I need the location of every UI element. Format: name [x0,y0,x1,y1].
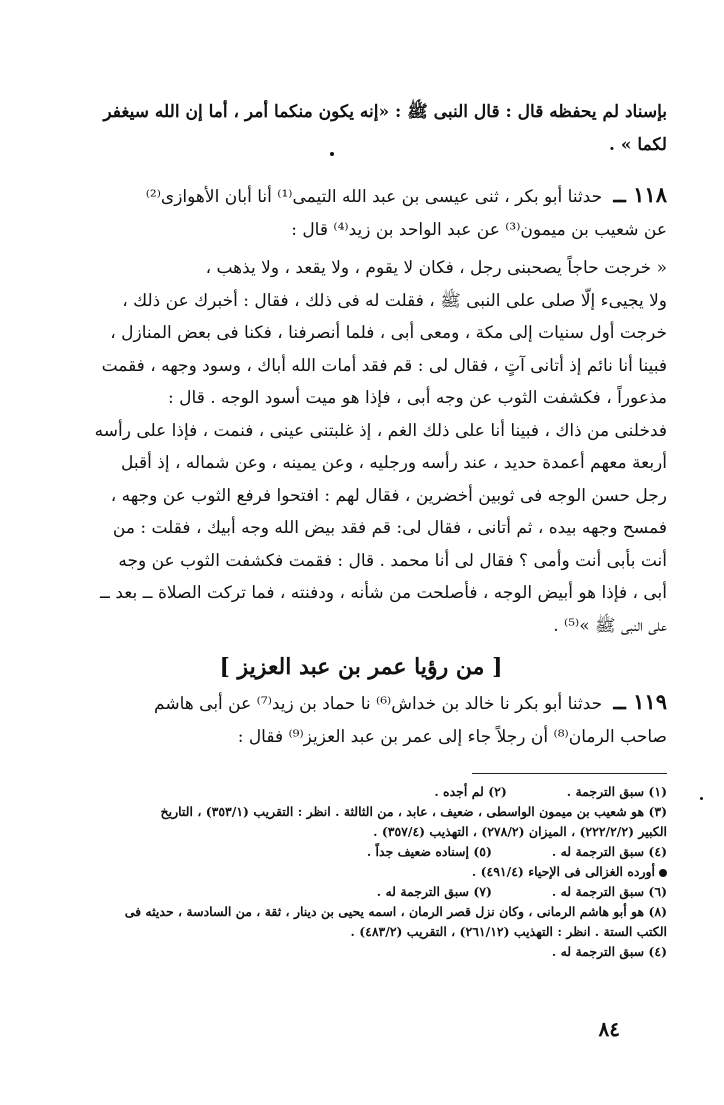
page-number: ٨٤ [598,1017,620,1041]
story-line: مذعوراً ، فكشفت الثوب عن وجه أبى ، فإذا هو ميت أسود الوجه . قال : [168,388,667,408]
ink-speck [330,152,334,156]
footnote-4: (٤) سبق الترجمة له . [551,844,667,859]
story-line: فدخلنى من ذاك ، فبينا أنا على ذلك الغم ، إذ غلبتنى عينى ، فنمت ، فإذا على رأسه [94,420,667,441]
story-line: « خرجت حاجاً يصحبنى رجل ، فكان لا يقوم ، ولا يقعد ، ولا يذهب ، [205,258,667,278]
story-line: أبى ، فإذا هو أبيض الوجه ، فأصلحت من شأنه ، ودفنته ، فما تركت الصلاة ــ بعد ــ [99,583,667,603]
footnote-row [55,842,667,862]
footnote-bullet-text: أورده الغزالى فى الإحياء (٤٩١/٤) . [471,864,655,879]
footnote-7: (٧) سبق الترجمة له . [376,884,492,899]
footnote-3: (٣) هو شعيب بن ميمون الواسطى ، ضعيف ، عابد ، من الثالثة . انظر : التقريب (٣٥٣/١) ، التاريخ [160,804,667,819]
footnote-2: (٢) لم أجده . [434,784,507,799]
story-line: على النبى ﷺ »⁽⁵⁾ . [553,615,667,636]
story-line: أنت بأبى أنت وأمى ؟ فقال لى أنا محمد . قال : فقمت فكشفت الثوب عن وجه [118,550,667,571]
story-line: ولا يجيىء إلّا صلى على النبى ﷺ ، فقلت له فى ذلك ، فقال : أخبرك عن ذلك ، [122,290,667,311]
hadith-118-chain-2: عن شعيب بن ميمون⁽³⁾ عن عبد الواحد بن زيد⁽⁴⁾ قال : [291,219,667,240]
story-line: رجل حسن الوجه فى ثوبين أخضرين ، فقال لهم : افتحوا فرفع الثوب عن وجهه ، [110,485,667,506]
hadith-118-chain-text: حدثنا أبو بكر ، ثنى عيسى بن عبد الله التيمى⁽¹⁾ أنا أبان الأهوازى⁽²⁾ [145,187,603,207]
footnote-bullet [55,862,667,882]
story-line: خرجت أول سنيات إلى مكة ، ومعى أبى ، فلما أنصرفنا ، فكنا فى بعض المنازل ، [110,323,667,343]
footnote-3-cont: الكبير (٢٢٢/٢/٢) ، الميزان (٢٧٨/٢) ، التهذيب (٣٥٧/٤) . [373,824,667,839]
ink-speck [700,797,703,800]
hadith-118-number: ١١٨ ــ [613,182,667,207]
hadith-118-chain-1 [55,179,667,214]
footnote-8: (٨) هو أبو هاشم الرمانى ، وكان نزل قصر الرمان ، اسمه يحيى بن دينار ، ثقة ، من السادسة ، حديثه فى [124,904,667,919]
footnote-9: (٤) سبق الترجمة له . [551,944,667,959]
hadith-118-story [55,252,667,642]
story-line: فمسح وجهه بيده ، ثم أتانى ، فقال لى: قم فقد بيض الله وجه أبيك ، فقلت : من [112,518,667,538]
hadith-119-chain-2: صاحب الرمان⁽⁸⁾ أن رجلاً جاء إلى عمر بن عبد العزيز⁽⁹⁾ فقال : [237,726,667,747]
footnotes [55,782,667,962]
footnote-5: (٥) إسناده ضعيف جداً . [366,844,492,859]
footnote-1: (١) سبق الترجمة . [566,784,667,799]
story-line: فبينا أنا نائم إذ أتانى آتٍ ، فقال لى : قم فقد أمات الله أباك ، وسود وجهه ، فقمت [101,355,667,376]
footnote-8-cont: الكتب الستة . انظر : التهذيب (٢٦١/١٢) ، التقريب (٤٨٣/٢) . [350,924,667,939]
bullet-icon [659,869,667,877]
hadith-119-chain-text: حدثنا أبو بكر نا خالد بن خداش⁽⁶⁾ نا حماد بن زيد⁽⁷⁾ عن أبى هاشم [154,694,603,714]
footnote-6: (٦) سبق الترجمة له . [551,884,667,899]
hadith-119-chain-1 [55,686,667,721]
footnote-divider [472,773,667,774]
footnote-row [55,782,667,802]
book-page [55,96,667,962]
footnote-row [55,882,667,902]
story-line: أربعة معهم أعمدة حديد ، عند رأسه ورجليه ، وعن يمينه ، وعن شماله ، إذ أقبل [121,453,667,473]
section-heading: [ من رؤيا عمر بن عبد العزيز ] [219,654,503,680]
hadith-119-number: ١١٩ ــ [613,689,667,714]
intro-line-1: بإسناد لم يحفظه قال : قال النبى ﷺ : «إنه يكون منكما أمر ، أما إن الله سيغفر [103,102,667,122]
intro-line-2: لكما » . [609,134,667,155]
